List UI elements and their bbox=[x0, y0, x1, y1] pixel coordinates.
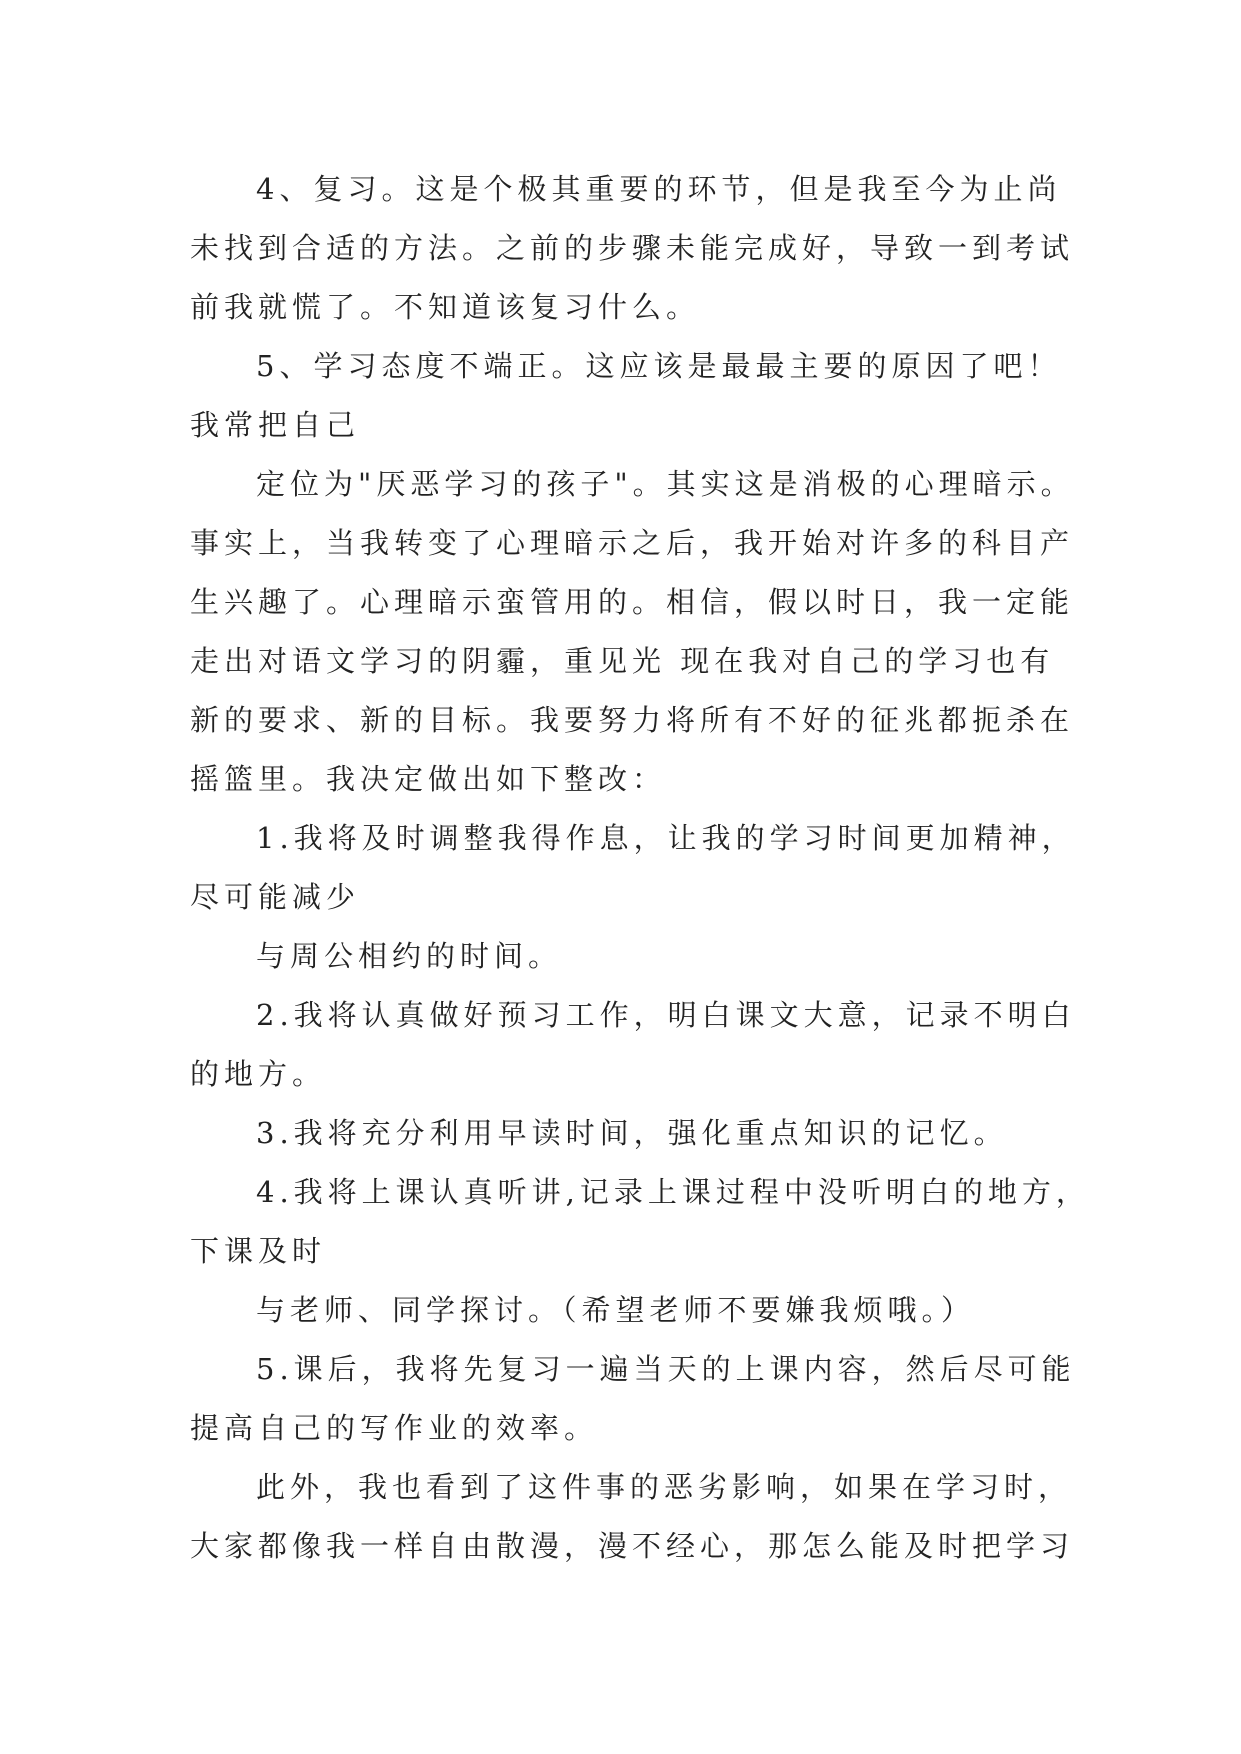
text-line: 事实上，当我转变了心理暗示之后，我开始对许多的科目产 bbox=[190, 526, 1075, 560]
text-line: 的地方。 bbox=[190, 1057, 327, 1091]
text-line: 下课及时 bbox=[190, 1234, 327, 1268]
text-line: 新的要求、新的目标。我要努力将所有不好的征兆都扼杀在 bbox=[190, 703, 1075, 737]
text-line: 生兴趣了。心理暗示蛮管用的。相信，假以时日，我一定能 bbox=[190, 585, 1075, 619]
text-line: 1.我将及时调整我得作息，让我的学习时间更加精神， bbox=[256, 821, 1076, 855]
text-line: 摇篮里。我决定做出如下整改： bbox=[190, 762, 667, 796]
text-line: 5、学习态度不端正。这应该是最最主要的原因了吧！ bbox=[256, 349, 1062, 383]
text-line: 未找到合适的方法。之前的步骤未能完成好，导致一到考试 bbox=[190, 231, 1075, 265]
text-line: 5.课后，我将先复习一遍当天的上课内容，然后尽可能 bbox=[256, 1352, 1076, 1386]
text-line: 大家都像我一样自由散漫，漫不经心，那怎么能及时把学习 bbox=[190, 1529, 1075, 1563]
text-line: 2.我将认真做好预习工作，明白课文大意，记录不明白 bbox=[256, 998, 1076, 1032]
text-line: 4.我将上课认真听讲,记录上课过程中没听明白的地方， bbox=[256, 1175, 1090, 1209]
text-line: 与周公相约的时间。 bbox=[256, 939, 563, 973]
text-line: 3.我将充分利用早读时间，强化重点知识的记忆。 bbox=[256, 1116, 1008, 1150]
text-line: 4、复习。这是个极其重要的环节，但是我至今为止尚 bbox=[256, 172, 1062, 206]
text-line: 前我就慌了。不知道该复习什么。 bbox=[190, 290, 701, 324]
text-line: 与老师、同学探讨。（希望老师不要嫌我烦哦。） bbox=[256, 1293, 976, 1327]
text-line: 尽可能减少 bbox=[190, 880, 361, 914]
text-line: 此外，我也看到了这件事的恶劣影响，如果在学习时， bbox=[256, 1470, 1073, 1504]
text-line: 提高自己的写作业的效率。 bbox=[190, 1411, 599, 1445]
text-line: 我常把自己 bbox=[190, 408, 361, 442]
text-line: 定位为"厌恶学习的孩子"。其实这是消极的心理暗示。 bbox=[256, 467, 1075, 501]
document-body bbox=[190, 160, 1090, 1576]
text-line: 走出对语文学习的阴霾，重见光 现在我对自己的学习也有 bbox=[190, 644, 1055, 678]
